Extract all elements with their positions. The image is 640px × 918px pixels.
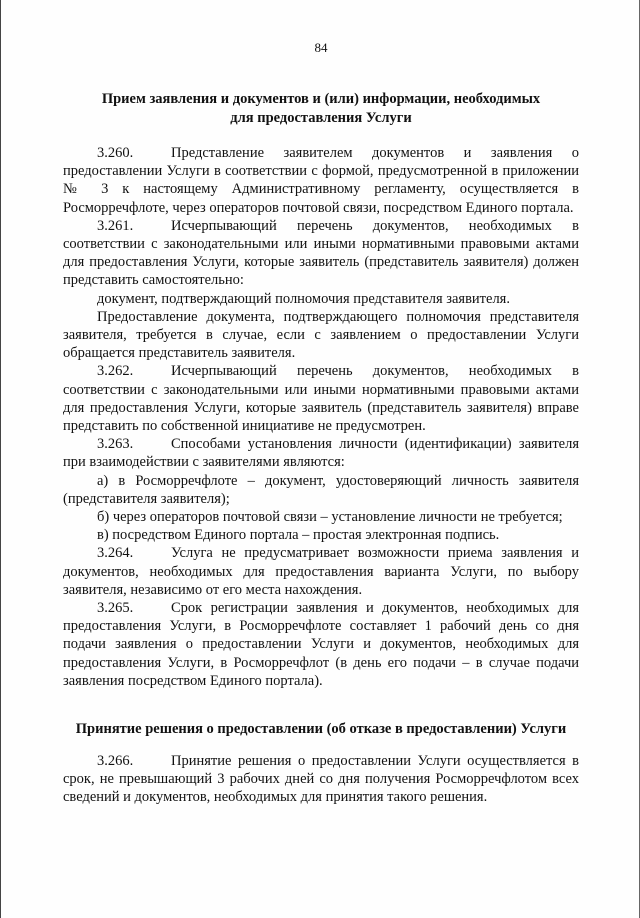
paragraph (63, 472, 579, 508)
paragraph-number: 3.261. (97, 217, 134, 234)
page-number: 84 (314, 40, 328, 55)
paragraph-number: 3.263. (97, 436, 134, 453)
paragraph-number: 3.262. (97, 363, 134, 380)
section-heading-line: для предоставления Услуги (230, 110, 412, 126)
paragraph-text: Срок регистрации заявления и документов, необходимых для предоставления Услуги, в Росморречфлоте составляет 1 рабочий день со дня подачи заявления о предоставлении Услуги и документов, необходимых для предоставления Услуги, в Росморречфлот (в день его подачи – в случае подачи заявления посредством Единого портала). (63, 600, 579, 689)
paragraph-text: а) в Росморречфлоте – документ, удостоверяющий личность заявителя (представителя заявителя); (63, 472, 579, 507)
section-heading-line: Принятие решения о предоставлении (об отказе в предоставлении) Услуги (75, 721, 567, 737)
paragraph (63, 217, 579, 290)
section-heading (63, 720, 579, 739)
paragraph-text: Предоставление документа, подтверждающего полномочия представителя заявителя, требуется в случае, если с заявлением о предоставлении Услуги обращается представитель заявителя. (63, 308, 579, 362)
paragraph (63, 308, 579, 363)
paragraph (63, 144, 579, 217)
paragraph (63, 544, 579, 599)
section-body (63, 144, 579, 690)
paragraph-text: Представление заявителем документов и заявления о предоставлении Услуги в соответствии с формой, предусмотренной в приложении № 3 к настоящему Административному регламенту, осуществляется в Росморречфлоте, через операторов почтовой связи, посредством Единого портала. (63, 145, 579, 216)
paragraph-number: 3.266. (97, 753, 134, 769)
paragraph (63, 752, 579, 807)
section-body (63, 752, 579, 807)
paragraph (63, 526, 579, 544)
paragraph (63, 508, 579, 526)
paragraph-number: 3.265. (97, 600, 134, 617)
paragraph-number: 3.264. (97, 545, 134, 562)
section-heading-line: Прием заявления и документов и (или) информации, необходимых (101, 91, 541, 107)
paragraph (63, 290, 579, 308)
paragraph-text: в) посредством Единого портала – простая электронная подпись. (97, 527, 500, 544)
paragraph (63, 435, 579, 471)
paragraph-text: Исчерпывающий перечень документов, необходимых в соответствии с законодательными или иными нормативными правовыми актами для предоставления Услуги, которые заявитель (представитель заявителя) должен представить самостоятельно: (63, 217, 579, 289)
paragraph-text: документ, подтверждающий полномочия представителя заявителя. (97, 290, 510, 307)
paragraph (63, 362, 579, 435)
paragraph-text: Принятие решения о предоставлении Услуги осуществляется в срок, не превышающий 3 рабочих дней со дня получения Росморречфлотом всех сведений и документов, необходимых для принятия такого решения. (63, 753, 579, 806)
paragraph-text: б) через операторов почтовой связи – установление личности не требуется; (97, 509, 563, 526)
paragraph (63, 599, 579, 690)
section-heading (63, 90, 579, 128)
paragraph-text: Способами установления личности (идентификации) заявителя при взаимодействии с заявителями являются: (63, 436, 579, 471)
paragraph-text: Услуга не предусматривает возможности приема заявления и документов, необходимых для предоставления варианта Услуги, по выбору заявителя, независимо от его места нахождения. (63, 545, 579, 598)
paragraph-text: Исчерпывающий перечень документов, необходимых в соответствии с законодательными или иными нормативными правовыми актами для предоставления Услуги, которые заявитель (представитель заявителя) вправе представить по собственной инициативе не предусмотрен. (63, 363, 579, 435)
paragraph-number: 3.260. (97, 145, 134, 161)
